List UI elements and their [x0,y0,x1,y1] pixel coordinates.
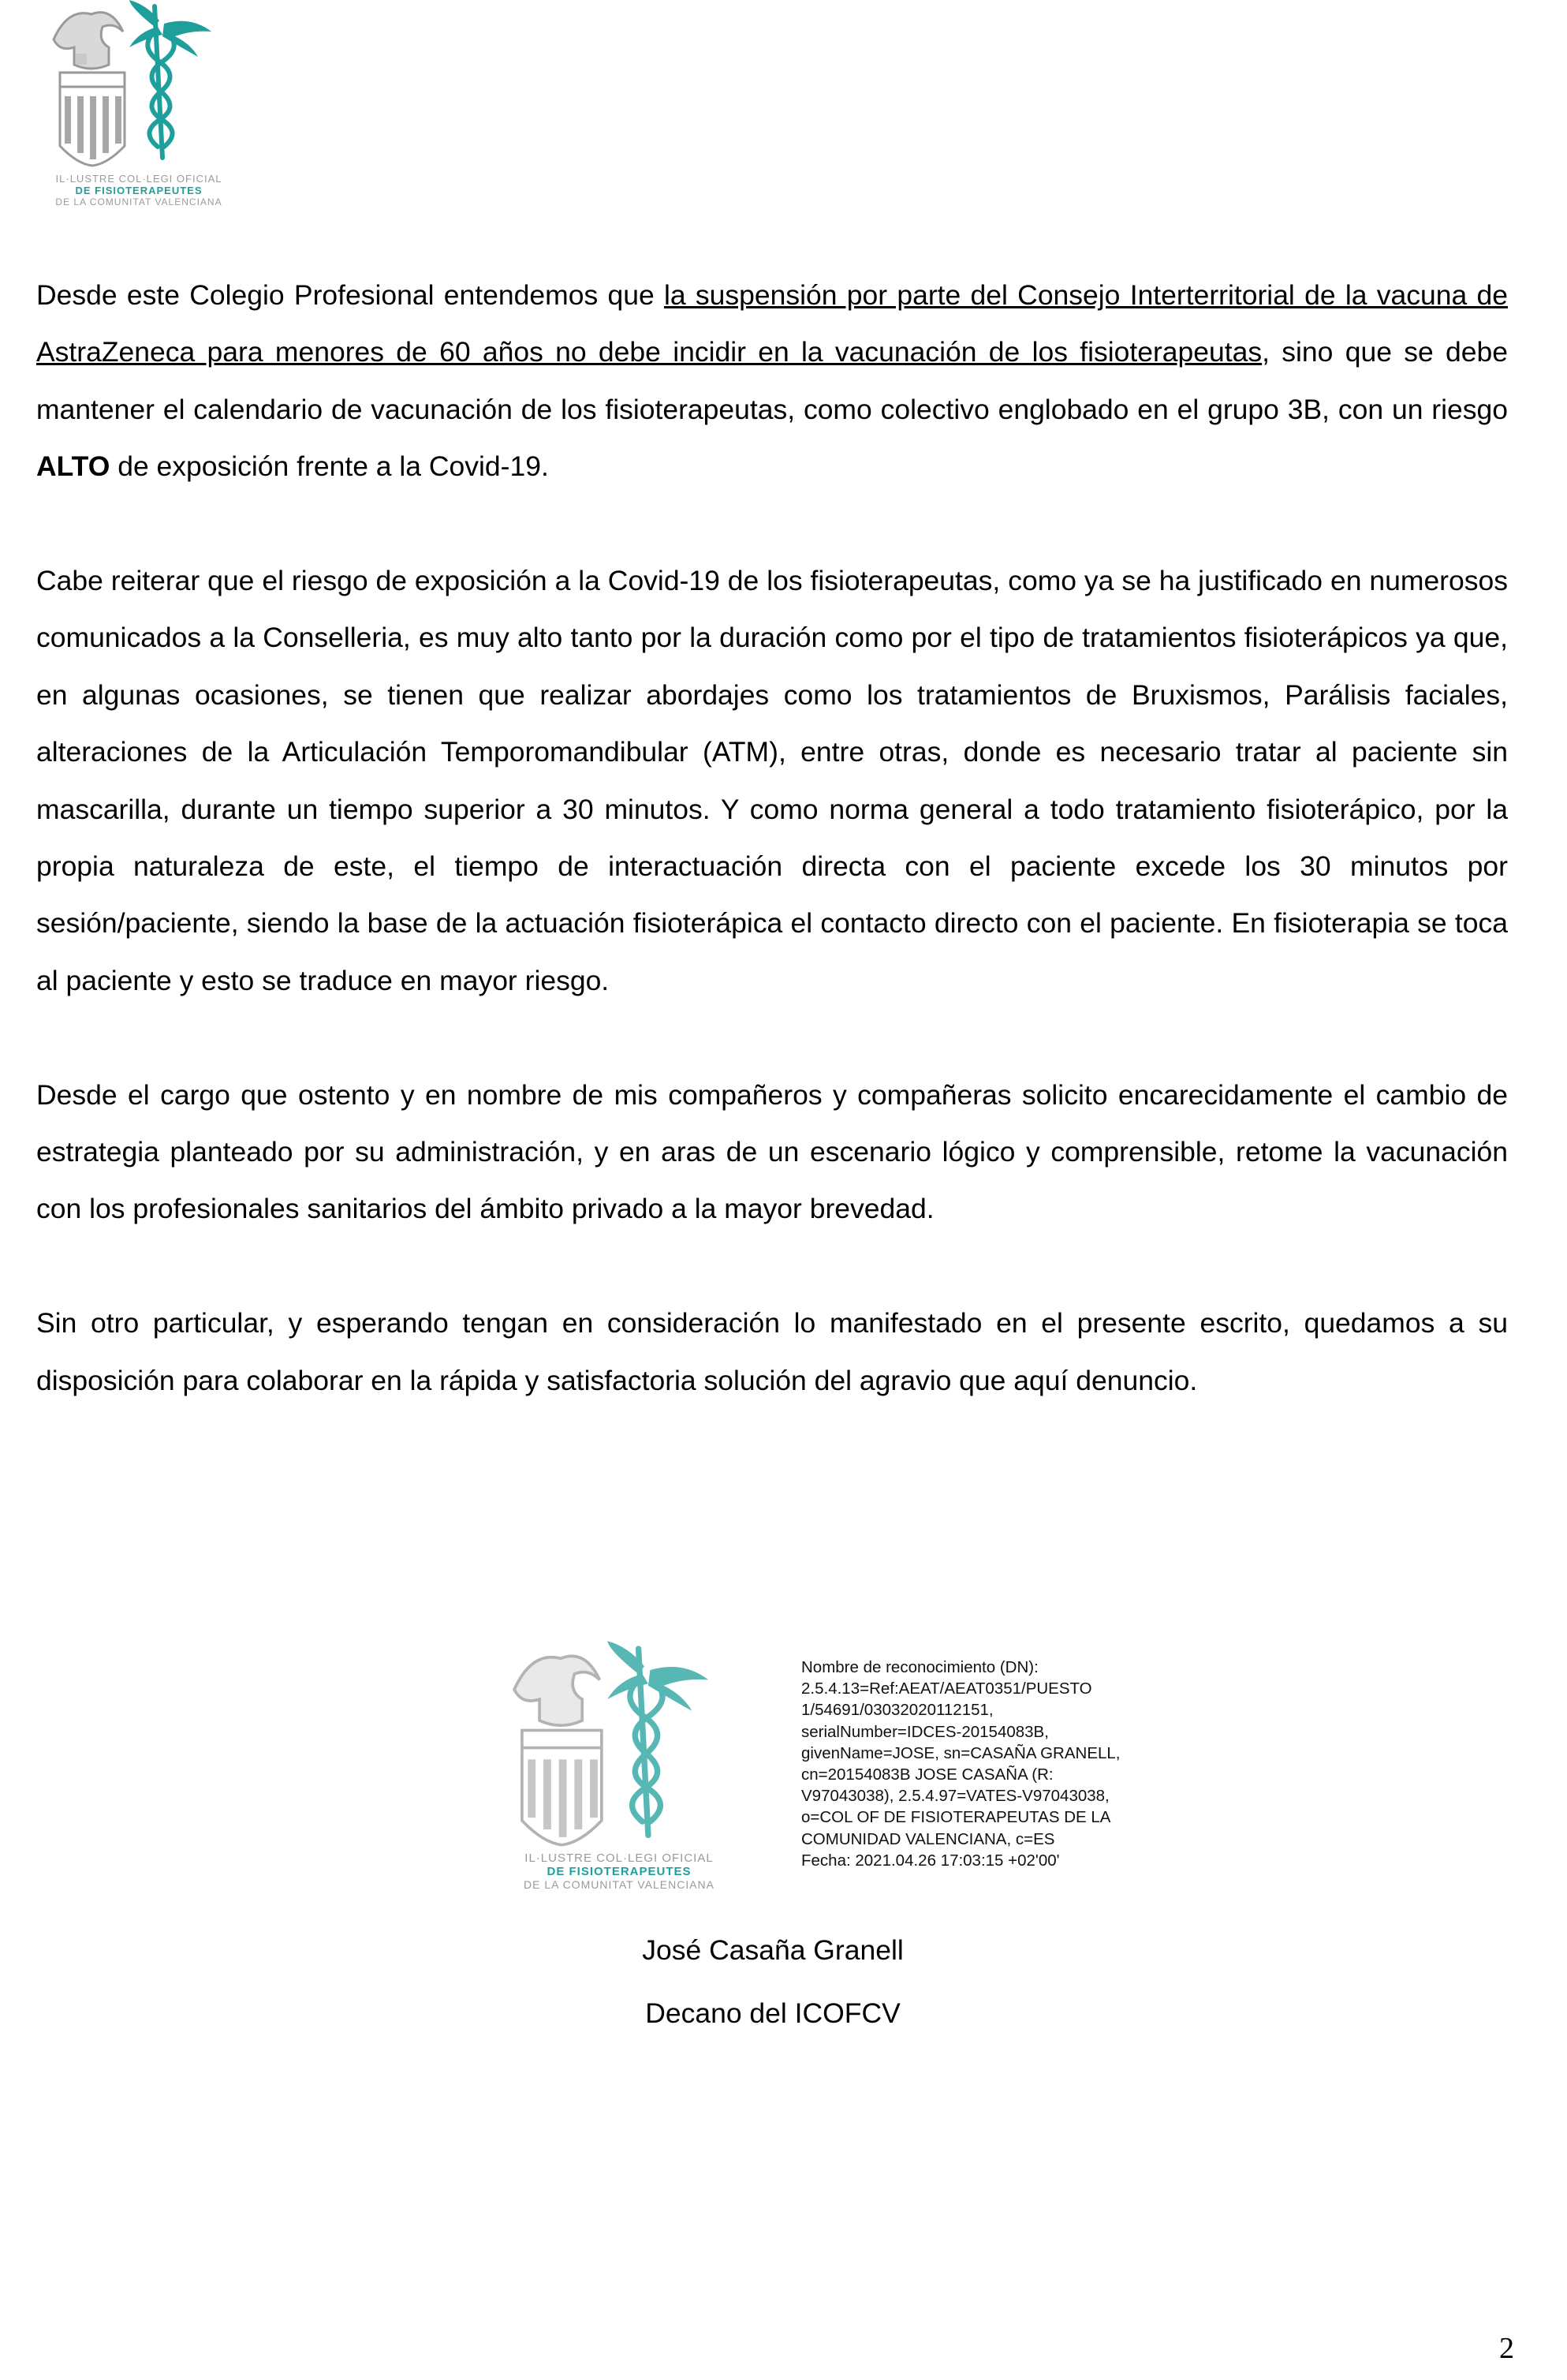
logo-line-3: DE LA COMUNITAT VALENCIANA [55,196,222,207]
paragraph-3: Desde el cargo que ostento y en nombre de mis compañeros y compañeras solicito encarecidamente el cambio de estrategia planteado por su administración, y en aras de un escenario lógico y comprensible, retome la vacunación con los profesionales sanitarios del ámbito privado a la mayor brevedad. [36,1078,1508,1225]
signature-detail-line: 2.5.4.13=Ref:AEAT/AEAT0351/PUESTO [801,1679,1092,1698]
paragraph-4: Sin otro particular, y esperando tengan en consideración lo manifestado en el presente escrito, quedamos a su disposición para colaborar en la rápida y satisfactoria solución del agravio que aquí denuncio. [36,1307,1508,1396]
paragraph-1-bold: ALTO [36,450,110,483]
paragraph-1-intro: Desde este Colegio Profesional entendemos que [36,279,664,311]
paragraph-1-underlined: la suspensión por parte del Consejo Interterritorial de la vacuna de AstraZeneca para menores de 60 años no debe incidir en la vacunación de los fisioterapeutas [36,279,1508,368]
signature-detail-line: givenName=JOSE, sn=CASAÑA GRANELL, [801,1743,1121,1762]
signature-logo-line-3: DE LA COMUNITAT VALENCIANA [523,1878,714,1891]
signature-detail-line: Nombre de reconocimiento (DN): [801,1658,1039,1676]
signature-detail-line: 1/54691/03032020112151, [801,1701,994,1720]
coat-of-arms-caduceus-icon [493,1641,745,1850]
letter-body [36,267,1508,1409]
signature-logo [493,1641,745,1900]
logo-line-2: DE FISIOTERAPEUTES [75,185,203,196]
signature-detail-line: serialNumber=IDCES-20154083B, [801,1722,1049,1741]
digital-signature-details [801,1657,1164,1871]
signature-logo-line-2: DE FISIOTERAPEUTES [547,1865,692,1878]
header-logo [36,0,241,207]
paragraph-1 [36,267,1508,495]
signature-logo-line-1: IL·LUSTRE COL·LEGI OFICIAL [524,1851,714,1865]
signature-detail-line: o=COL OF DE FISIOTERAPEUTAS DE LA [801,1808,1111,1827]
paragraph-2: Cabe reiterar que el riesgo de exposición a la Covid-19 de los fisioterapeutas, como ya se ha justificado en numerosos comunicados a la Conselleria, es muy alto tanto por la duración como por el tipo de tratamientos fisioterápicos ya que, en algunas ocasiones, se tienen que realizar abordajes como los tratamientos de Bruxismos, Parálisis faciales, alteraciones de la Articulación Temporomandibular (ATM), entre otras, donde es necesario tratar al paciente sin mascarilla, durante un tiempo superior a 30 minutos. Y como norma general a todo tratamiento fisioterápico, por la propia naturaleza de este, el tiempo de interactuación directa con el paciente excede los 30 minutos por sesión/paciente, siendo la base de la actuación fisioterápica el contacto directo con el paciente. En fisioterapia se toca al paciente y esto se traduce en mayor riesgo. [36,565,1508,996]
signature-detail-line: cn=20154083B JOSE CASAÑA (R: [801,1765,1054,1784]
signature-detail-line: Fecha: 2021.04.26 17:03:15 +02'00' [801,1851,1060,1870]
coat-of-arms-caduceus-icon [36,0,241,170]
page-number: 2 [1499,2332,1514,2365]
paragraph-1-end: de exposición frente a la Covid-19. [110,450,549,483]
signer-role: Decano del ICOFCV [645,1997,901,2029]
signature-detail-line: COMUNIDAD VALENCIANA, c=ES [801,1829,1055,1848]
logo-line-1: IL·LUSTRE COL·LEGI OFICIAL [55,173,222,185]
paragraph-1-middle: , sino que se debe mantener el calendario de vacunación de los fisioterapeutas, como colectivo englobado en el grupo 3B, con un riesgo [36,336,1508,425]
signer-name: José Casaña Granell [642,1934,904,1966]
signature-detail-line: V97043038), 2.5.4.97=VATES-V97043038, [801,1787,1110,1806]
